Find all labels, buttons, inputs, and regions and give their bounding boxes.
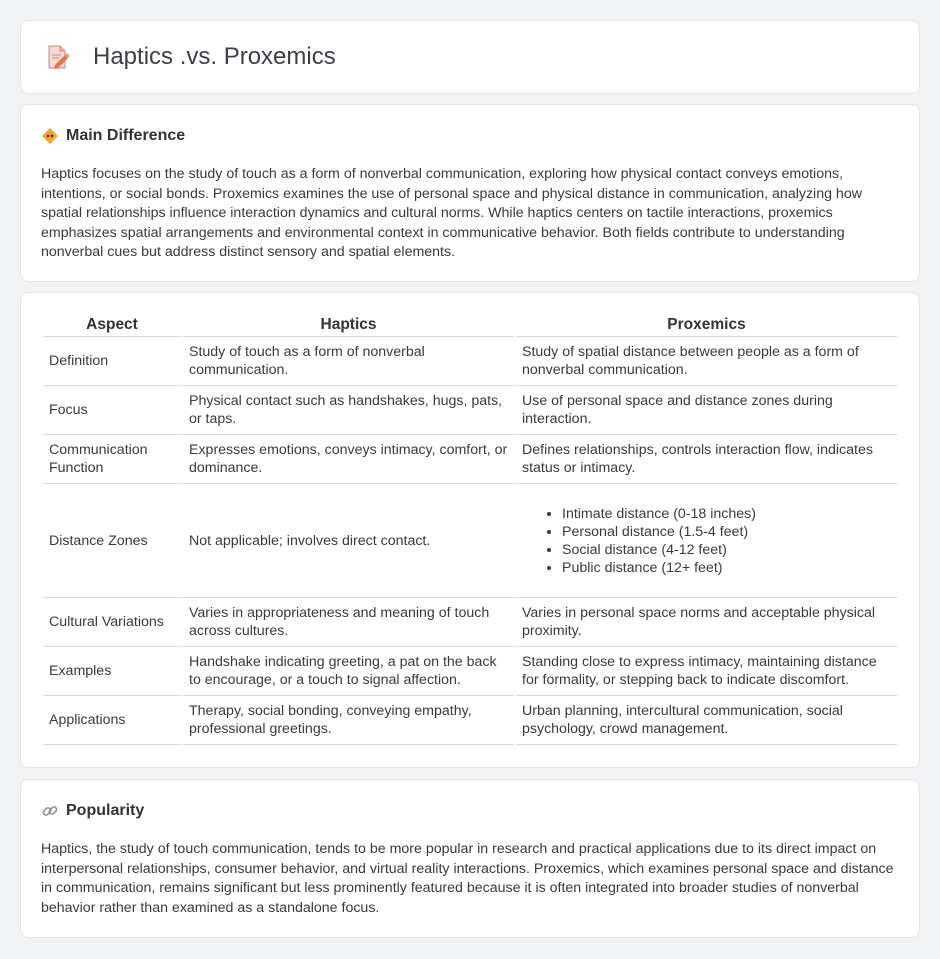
header-card (20, 20, 920, 94)
table-header-row (43, 315, 897, 337)
popularity-section (20, 779, 920, 938)
popularity-text: Haptics, the study of touch communication, tends to be more popular in research and practical applications due to its direct impact on interpersonal relationships, consumer behavior, and virtual reality interactions. Proxemics, which examines personal space and distance in communication, remains significant but less prominently featured because it is often integrated into broader studies of nonverbal behavior rather than examined as a standalone focus. (41, 841, 894, 916)
main-difference-heading: Main Difference (66, 127, 186, 144)
row-haptics: Physical contact such as handshakes, hugs, pats, or taps. (183, 386, 514, 435)
row-proxemics: Use of personal space and distance zones during interaction. (516, 386, 897, 435)
list-item: • Personal distance (1.5-4 feet) (562, 523, 891, 541)
row-haptics: Varies in appropriateness and meaning of touch across cultures. (183, 598, 514, 647)
row-proxemics: Study of spatial distance between people as a form of nonverbal communication. (516, 337, 897, 386)
page-title: Haptics .vs. Proxemics (93, 43, 336, 70)
main-difference-section (20, 104, 920, 282)
header-proxemics: Proxemics (516, 315, 897, 337)
row-aspect: Cultural Variations (43, 598, 181, 647)
comparison-table-card (20, 292, 920, 768)
row-haptics: Handshake indicating greeting, a pat on the back to encourage, or a touch to signal affection. (183, 647, 514, 696)
table-row (43, 696, 897, 745)
row-proxemics: Standing close to express intimacy, maintaining distance for formality, or stepping back to indicate discomfort. (516, 647, 897, 696)
main-difference-text: Haptics focuses on the study of touch as a form of nonverbal communication, exploring how physical contact conveys emotions, intentions, or social bonds. Proxemics examines the use of personal space and physical distance in communication, analyzing how spatial relationships influence interaction dynamics and cultural norms. While haptics centers on tactile interactions, proxemics emphasizes spatial arrangements and environmental context in communicative behavior. Both fields contribute to understanding nonverbal cues but address distinct sensory and spatial elements. (41, 166, 862, 260)
list-item: • Social distance (4-12 feet) (562, 541, 891, 559)
diamond-icon (41, 127, 59, 145)
link-icon (41, 802, 59, 820)
list-item: • Intimate distance (0-18 inches) (562, 505, 891, 523)
row-proxemics (516, 484, 897, 598)
table-row (43, 484, 897, 598)
row-haptics: Study of touch as a form of nonverbal communication. (183, 337, 514, 386)
header-haptics: Haptics (183, 315, 514, 337)
table-row (43, 598, 897, 647)
row-haptics: Not applicable; involves direct contact. (183, 484, 514, 598)
row-haptics: Therapy, social bonding, conveying empathy, professional greetings. (183, 696, 514, 745)
popularity-heading: Popularity (66, 802, 145, 819)
list-item: • Public distance (12+ feet) (562, 559, 891, 577)
row-haptics: Expresses emotions, conveys intimacy, comfort, or dominance. (183, 435, 514, 484)
table-row (43, 337, 897, 386)
distance-zone-list (562, 505, 891, 577)
row-proxemics: Urban planning, intercultural communication, social psychology, crowd management. (516, 696, 897, 745)
table-row (43, 435, 897, 484)
header-aspect: Aspect (43, 315, 181, 337)
row-aspect: Examples (43, 647, 181, 696)
row-aspect: Communication Function (43, 435, 181, 484)
row-aspect: Applications (43, 696, 181, 745)
comparison-table (41, 315, 899, 745)
table-row (43, 647, 897, 696)
row-aspect: Distance Zones (43, 484, 181, 598)
row-aspect: Focus (43, 386, 181, 435)
row-proxemics: Varies in personal space norms and acceptable physical proximity. (516, 598, 897, 647)
table-row (43, 386, 897, 435)
document-edit-icon (45, 43, 71, 71)
row-aspect: Definition (43, 337, 181, 386)
row-proxemics: Defines relationships, controls interaction flow, indicates status or intimacy. (516, 435, 897, 484)
